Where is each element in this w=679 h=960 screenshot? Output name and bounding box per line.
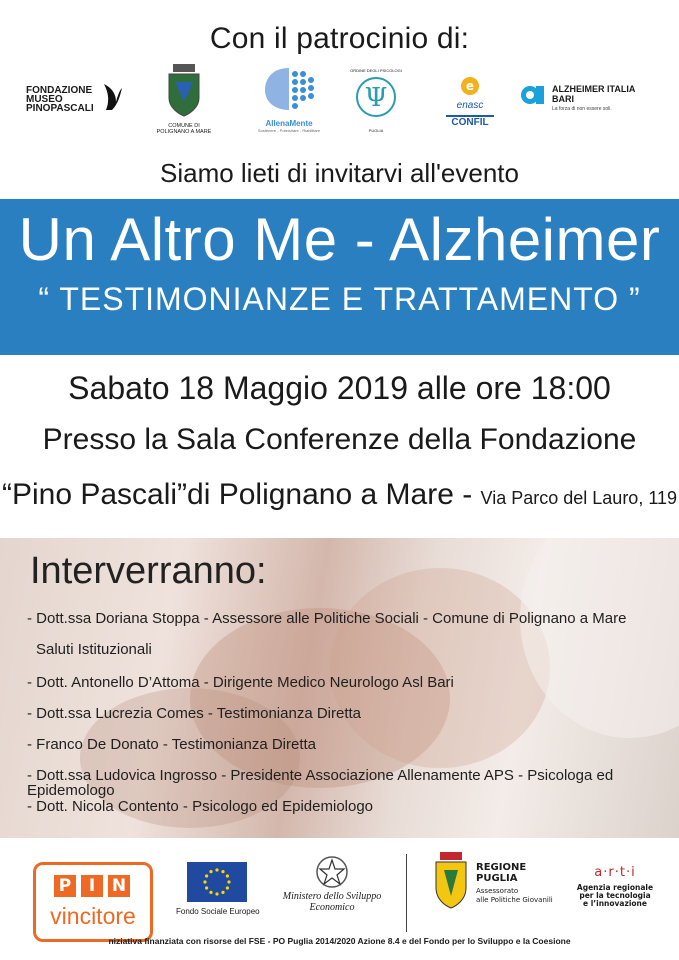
event-place xyxy=(0,478,679,512)
confil-name: CONFIL xyxy=(446,115,494,128)
arti-line: Agenzia regionale xyxy=(576,883,654,892)
coat-of-arms-icon xyxy=(163,62,205,118)
eu-label: Fondo Sociale Europeo xyxy=(176,907,260,916)
speaker-item: - Dott.ssa Ludovica Ingrosso - Presidente Associazione Allenamente APS - Psicologa ed Epidemologo xyxy=(27,767,614,799)
whale-tail-icon xyxy=(102,82,124,112)
eu-flag-icon xyxy=(187,862,247,902)
speaker-item: - Dott. Nicola Contento - Psicologo ed Epidemiologo xyxy=(27,798,374,815)
museo-logo-line: FONDAZIONE xyxy=(26,85,93,96)
puglia-crest-icon xyxy=(432,852,470,910)
event-venue: Presso la Sala Conferenze della Fondazione xyxy=(42,423,637,456)
event-subtitle: “ TESTIMONIANZE E TRATTAMENTO ” xyxy=(38,281,641,317)
brain-icon xyxy=(259,64,319,114)
pin-letter: I xyxy=(81,875,103,897)
allenamente-tagline: Sostenere - Potenziare - Riabilitare xyxy=(257,128,321,133)
speaker-item: Saluti Istituzionali xyxy=(36,641,152,658)
speakers-heading: Interverranno: xyxy=(30,550,267,592)
pin-letter: N xyxy=(108,875,130,897)
pin-vincitore-logo xyxy=(33,862,153,942)
enasc-e-icon xyxy=(456,76,484,96)
comune-polignano-logo xyxy=(156,62,212,135)
regione-line2: PUGLIA xyxy=(476,873,518,884)
psi-symbol-icon xyxy=(353,73,399,123)
museo-logo-line: PINOPASCALI xyxy=(26,103,94,114)
event-address: Via Parco del Lauro, 119 xyxy=(480,488,678,508)
speaker-item: - Dott. Antonello D’Attoma - Dirigente Medico Neurologo Asl Bari xyxy=(27,674,454,691)
regione-sub2: alle Politiche Giovanili xyxy=(476,896,553,904)
ministero-logo xyxy=(267,855,397,913)
speakers-section xyxy=(0,538,679,838)
svg-text:e: e xyxy=(465,79,475,93)
funding-note: niziativa finanziata con risorse del FSE - PO Puglia 2014/2020 Azione 8.4 e del Fondo per lo Sviluppo e la Coesione xyxy=(108,936,571,946)
speaker-list xyxy=(27,611,667,830)
event-date: Sabato 18 Maggio 2019 alle ore 18:00 xyxy=(68,370,611,406)
regione-sub1: Assessorato xyxy=(476,887,519,895)
psicologi-bottom-text: PUGLIA xyxy=(368,128,384,133)
speaker-item: - Franco De Donato - Testimonianza Diretta xyxy=(27,736,317,753)
footer-logos xyxy=(0,840,679,960)
alzheimer-a-icon xyxy=(520,84,546,106)
museo-pinopascali-logo xyxy=(26,86,94,113)
ministero-label: Ministero dello Sviluppo Economico xyxy=(282,891,382,913)
event-title: Un Altro Me - Alzheimer xyxy=(18,206,661,273)
sponsor-logos xyxy=(0,62,679,146)
speaker-item: - Dott.ssa Doriana Stoppa - Assessore alle Politiche Sociali - Comune di Polignano a Mare xyxy=(27,610,627,627)
arti-logo xyxy=(560,865,670,908)
pin-word: vincitore xyxy=(50,903,136,929)
allenamente-name: AllenaMente xyxy=(265,119,313,128)
museo-logo-line: MUSEO xyxy=(26,94,63,105)
event-place-name: “Pino Pascali”di Polignano a Mare - xyxy=(1,478,473,511)
patronage-heading: Con il patrocinio di: xyxy=(209,22,470,55)
speaker-item: - Dott.ssa Lucrezia Comes - Testimonianza Diretta xyxy=(27,705,362,722)
pin-letter: P xyxy=(54,875,76,897)
allenamente-logo xyxy=(251,64,327,133)
footer-divider xyxy=(406,854,407,932)
arti-line: per la tecnologia xyxy=(579,891,651,900)
regione-line1: REGIONE xyxy=(476,862,527,873)
alzheimer-logo-tagline: La forza di non essere soli. xyxy=(552,106,612,112)
svg-text:Ψ: Ψ xyxy=(364,83,388,113)
arti-line: e l’innovazione xyxy=(583,899,647,908)
arti-name: a·r·t·i xyxy=(594,865,636,880)
italian-emblem-icon xyxy=(315,855,349,889)
alzheimer-logo-line2: BARI xyxy=(552,94,574,104)
ordine-psicologi-logo xyxy=(348,68,404,133)
comune-logo-line: POLIGNANO A MARE xyxy=(156,129,212,135)
psicologi-top-text: ORDINE DEGLI PSICOLOGI xyxy=(350,68,402,73)
title-banner xyxy=(0,199,679,355)
alzheimer-logo-line1: ALZHEIMER ITALIA xyxy=(552,84,636,94)
enasc-name: enasc xyxy=(456,100,484,111)
comune-logo-line: COMUNE DI xyxy=(168,123,200,129)
enasc-confil-logo xyxy=(446,76,494,128)
invite-line: Siamo lieti di invitarvi all'evento xyxy=(159,158,519,188)
